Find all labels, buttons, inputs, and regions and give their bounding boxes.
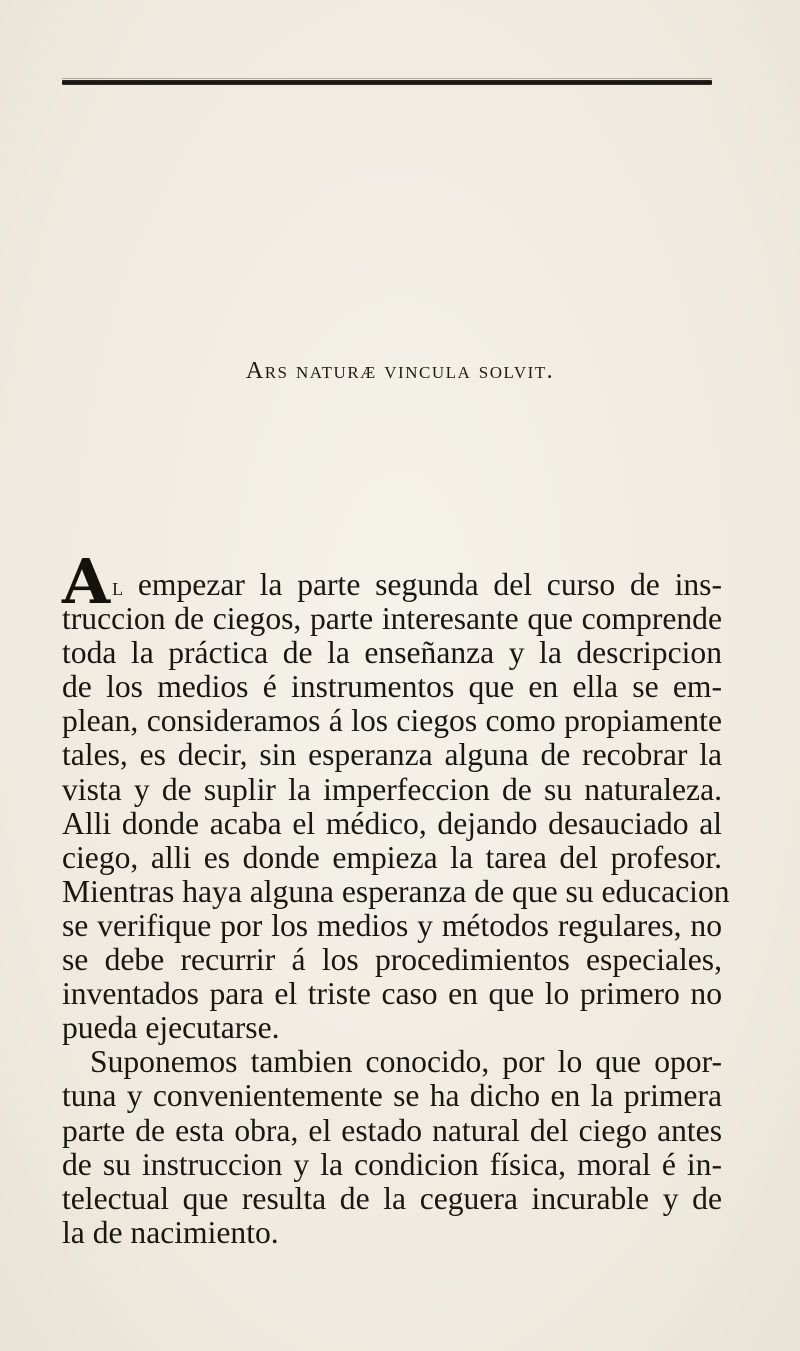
paragraph-1-line-1-text: empezar la parte segunda del curso de ins-: [123, 567, 722, 602]
paragraph-1-line-12: se debe recurrir á los procedimientos especiales,: [62, 942, 722, 978]
paragraph-1-line-8: Alli donde acaba el médico, dejando desauciado al: [62, 805, 722, 841]
paragraph-1-line-9: ciego, alli es donde empieza la tarea del profesor.: [62, 839, 722, 875]
paragraph-1-line-5: plean, consideramos á los ciegos como propiamente: [62, 703, 722, 739]
paragraph-2-line-2: tuna y convenientemente se ha dicho en la primera: [62, 1078, 722, 1114]
paragraph-2-line-3: parte de esta obra, el estado natural del ciego antes: [62, 1112, 722, 1148]
paragraph-1-line-11: se verifique por los medios y métodos regulares, no: [62, 907, 722, 943]
header-thin-rule: [62, 78, 712, 79]
paragraph-1-line-7: vista y de suplir la imperfeccion de su naturaleza.: [62, 771, 722, 807]
paragraph-1-line-1: [62, 545, 722, 618]
paragraph-1-line-14: pueda ejecutarse.: [62, 1010, 280, 1046]
drop-cap: A: [62, 545, 111, 618]
paragraph-2-line-4: de su instruccion y la condicion física, moral é in-: [62, 1146, 722, 1182]
paragraph-1-line-3: toda la práctica de la enseñanza y la descripcion: [62, 635, 722, 671]
paragraph-1-line-10: Mientras haya alguna esperanza de que su educacion: [62, 873, 730, 909]
paragraph-1-line-13: inventados para el triste caso en que lo primero no: [62, 976, 722, 1012]
paragraph-1-line-6: tales, es decir, sin esperanza alguna de recobrar la: [62, 737, 722, 773]
paragraph-2-line-6: la de nacimiento.: [62, 1214, 279, 1250]
body-text: [62, 545, 730, 1250]
drop-cap-continuation: l: [112, 572, 124, 601]
paragraph-2-line-5: telectual que resulta de la ceguera incurable y de: [62, 1180, 722, 1216]
paragraph-2-line-1: Suponemos tambien conocido, por lo que opor-: [90, 1044, 722, 1080]
header-rule: [62, 80, 712, 85]
paragraph-1-line-2: truccion de ciegos, parte interesante que comprende: [62, 601, 722, 637]
motto: Ars naturæ vincula solvit.: [245, 358, 555, 384]
paragraph-1-line-4: de los medios é instrumentos que en ella se em-: [62, 669, 722, 705]
